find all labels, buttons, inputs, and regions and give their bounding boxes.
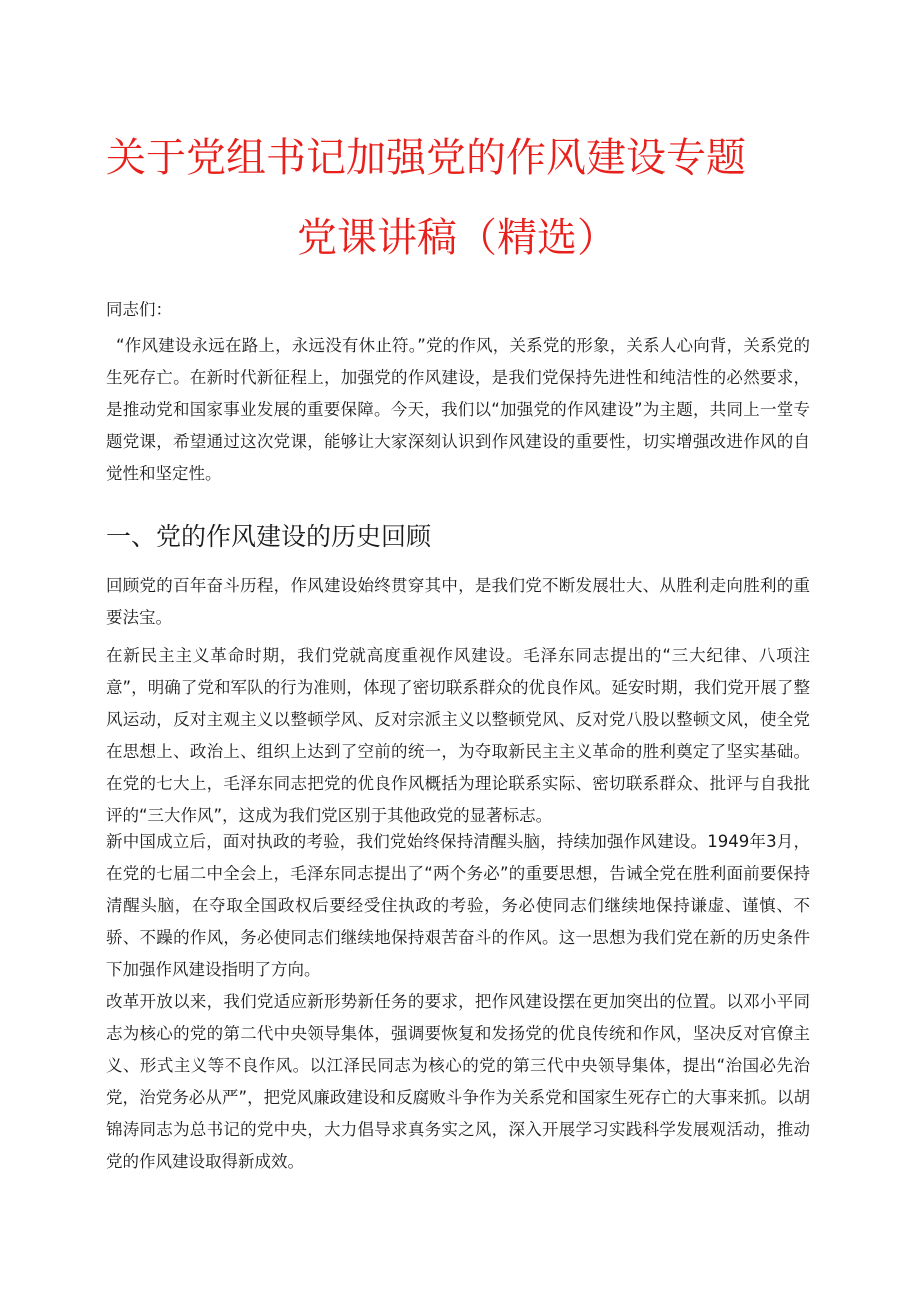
section1-paragraph-4: 改革开放以来，我们党适应新形势新任务的要求，把作风建设摆在更加突出的位置。以邓小平同志为核心的党的第二代中央领导集体，强调要恢复和发扬党的优良传统和作风，坚决反对官僚主义、形式主义等不良作风。以江泽民同志为核心的党的第三代中央领导集体，提出“治国必先治党，治党务必从严”，把党风廉政建设和反腐败斗争作为关系党和国家生死存亡的大事来抓。以胡锦涛同志为总书记的党中央，大力倡导求真务实之风，深入开展学习实践科学发展观活动，推动党的作风建设取得新成效。 bbox=[106, 992, 810, 1171]
section1-paragraph-2: 在新民主主义革命时期，我们党就高度重视作风建设。毛泽东同志提出的“三大纪律、八项注意”，明确了党和军队的行为准则，体现了密切联系群众的优良作风。延安时期，我们党开展了整风运动，反对主观主义以整顿学风、反对宗派主义以整顿党风、反对党八股以整顿文风，使全党在思想上、政治上、组织上达到了空前的统一，为夺取新民主主义革命的胜利奠定了坚实基础。在党的七大上，毛泽东同志把党的优良作风概括为理论联系实际、密切联系群众、批评与自我批评的“三大作风”，这成为我们党区别于其他政党的显著标志。 bbox=[106, 646, 810, 825]
greeting: 同志们： bbox=[106, 300, 172, 319]
document-title-line-1: 关于党组书记加强党的作风建设专题 bbox=[106, 135, 746, 181]
section1-paragraph-3: 新中国成立后，面对执政的考验，我们党始终保持清醒头脑，持续加强作风建设。1949年3月，在党的七届二中全会上，毛泽东同志提出了“两个务必”的重要思想，告诫全党在胜利面前要保持清醒头脑，在夺取全国政权后要经受住执政的考验，务必使同志们继续地保持谦虚、谨慎、不骄、不躁的作风，务必使同志们继续地保持艰苦奋斗的作风。这一思想为我们党在新的历史条件下加强作风建设指明了方向。 bbox=[106, 832, 810, 979]
document-title-line-2: 党课讲稿（精选） bbox=[297, 215, 617, 261]
intro-paragraph: “作风建设永远在路上，永远没有休止符。”党的作风，关系党的形象，关系人心向背，关系党的生死存亡。在新时代新征程上，加强党的作风建设，是我们党保持先进性和纯洁性的必然要求，是推动党和国家事业发展的重要保障。今天，我们以“加强党的作风建设”为主题，共同上一堂专题党课，希望通过这次党课，能够让大家深刻认识到作风建设的重要性，切实增强改进作风的自觉性和坚定性。 bbox=[106, 336, 810, 483]
section-heading-1: 一、党的作风建设的历史回顾 bbox=[106, 522, 432, 551]
section1-paragraph-1: 回顾党的百年奋斗历程，作风建设始终贯穿其中，是我们党不断发展壮大、从胜利走向胜利的重要法宝。 bbox=[106, 576, 810, 627]
